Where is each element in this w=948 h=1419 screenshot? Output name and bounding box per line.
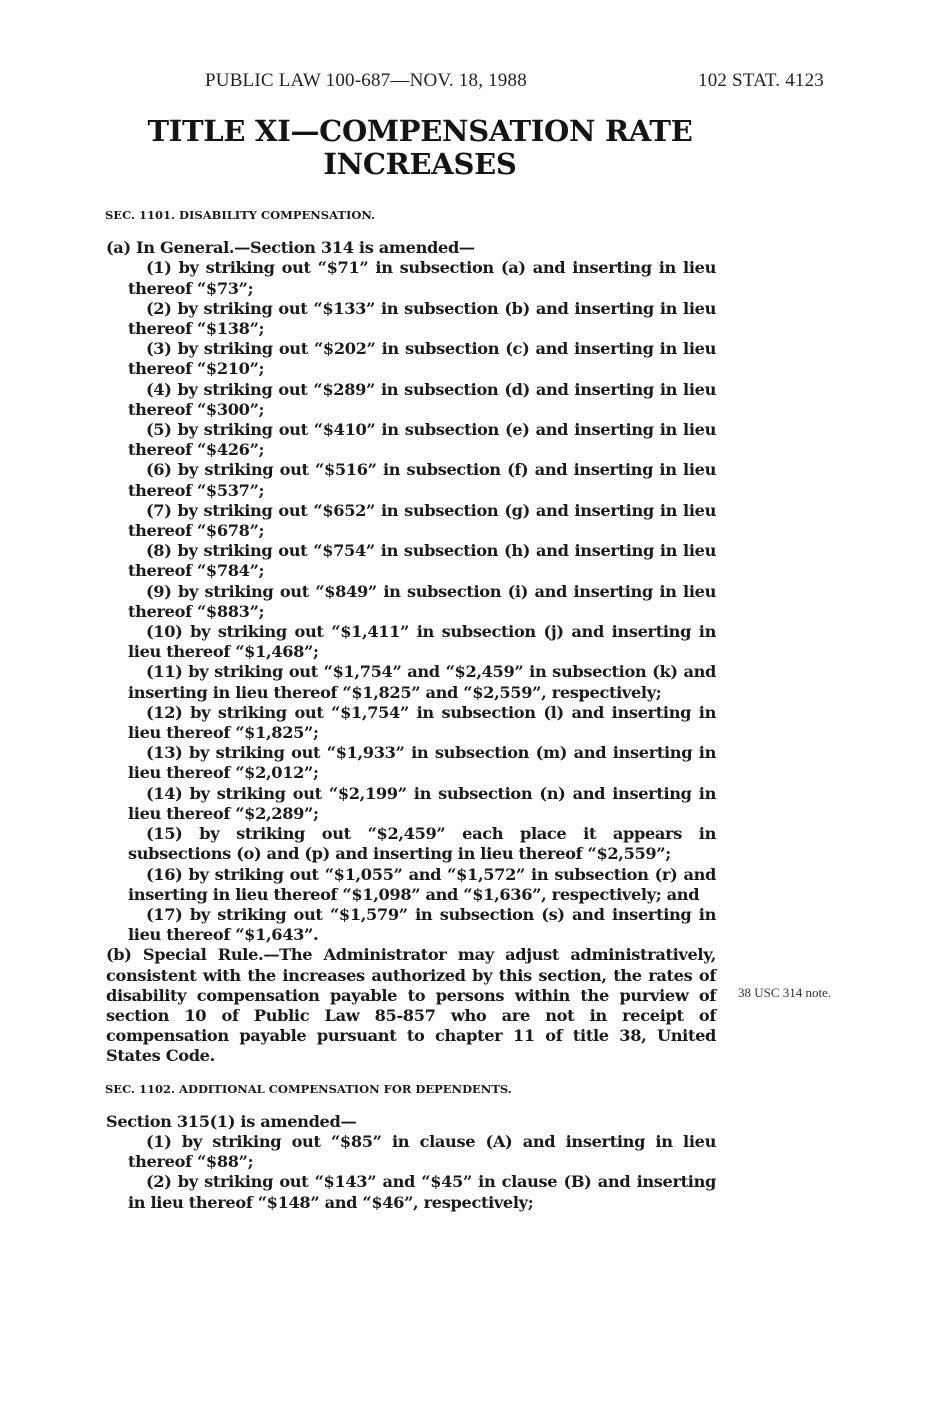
section-1102-items xyxy=(106,1132,716,1213)
header-law-citation: PUBLIC LAW 100-687—NOV. 18, 1988 xyxy=(205,70,527,91)
list-item: (13) by striking out “$1,933” in subsection (m) and inserting in lieu thereof “$2,012”; xyxy=(128,743,716,783)
list-item: (15) by striking out “$2,459” each place it appears in subsections (o) and (p) and inserting in lieu thereof “$2,559”; xyxy=(128,824,716,864)
list-item: (10) by striking out “$1,411” in subsection (j) and inserting in lieu thereof “$1,468”; xyxy=(128,622,716,662)
list-item: (6) by striking out “$516” in subsection (f) and inserting in lieu thereof “$537”; xyxy=(128,460,716,500)
list-item: (2) by striking out “$143” and “$45” in clause (B) and inserting in lieu thereof “$148” and “$46”, respectively; xyxy=(128,1172,716,1212)
list-item: (14) by striking out “$2,199” in subsection (n) and inserting in lieu thereof “$2,289”; xyxy=(128,783,716,823)
list-item: (4) by striking out “$289” in subsection (d) and inserting in lieu thereof “$300”; xyxy=(128,379,716,419)
list-item: (12) by striking out “$1,754” in subsection (l) and inserting in lieu thereof “$1,825”; xyxy=(128,702,716,743)
list-item: (9) by striking out “$849” in subsection (i) and inserting in lieu thereof “$883”; xyxy=(128,581,716,621)
subsection-a-label: (a) In General. xyxy=(106,238,235,258)
list-item: (17) by striking out “$1,579” in subsection (s) and inserting in lieu thereof “$1,643”. xyxy=(128,904,716,945)
list-item: (2) by striking out “$133” in subsection (b) and inserting in lieu thereof “$138”; xyxy=(128,298,716,339)
section-1101-items xyxy=(106,258,716,945)
header-stat-page: 102 STAT. 4123 xyxy=(698,70,825,91)
subsection-b-text: —The Administrator may adjust administratively, consistent with the increases authorized by this section, the rates of disability compensation payable to persons within the purview of section 10 of Public Law 85-857 who are not in receipt of compensation payable pursuant to chapter 11 of title 38, United States Code. xyxy=(106,945,716,1066)
margin-note: 38 USC 314 note. xyxy=(738,985,832,1000)
running-header xyxy=(0,70,948,100)
body-text xyxy=(106,205,716,1213)
subsection-b xyxy=(106,945,716,1066)
section-1101-heading: SEC. 1101. DISABILITY COMPENSATION. xyxy=(105,208,376,222)
title-heading xyxy=(120,115,720,181)
list-item: (8) by striking out “$754” in subsection (h) and inserting in lieu thereof “$784”; xyxy=(128,541,716,581)
title-line-2: INCREASES xyxy=(323,147,517,181)
list-item: (1) by striking out “$85” in clause (A) and inserting in lieu thereof “$88”; xyxy=(128,1131,716,1172)
subsection-b-label: (b) Special Rule. xyxy=(106,945,264,965)
list-item: (7) by striking out “$652” in subsection (g) and inserting in lieu thereof “$678”; xyxy=(128,500,716,541)
title-line-1: TITLE XI—COMPENSATION RATE xyxy=(147,114,693,148)
list-item: (11) by striking out “$1,754” and “$2,459” in subsection (k) and inserting in lieu thereof “$1,825” and “$2,559”, respectively; xyxy=(128,662,716,702)
subsection-a-lead xyxy=(106,238,716,258)
section-1102-heading: SEC. 1102. ADDITIONAL COMPENSATION FOR DEPENDENTS. xyxy=(105,1081,512,1096)
subsection-a-text: —Section 314 is amended— xyxy=(234,238,475,258)
section-1102-lead: Section 315(1) is amended— xyxy=(106,1111,357,1131)
list-item: (3) by striking out “$202” in subsection (c) and inserting in lieu thereof “$210”; xyxy=(128,339,716,379)
list-item: (1) by striking out “$71” in subsection (a) and inserting in lieu thereof “$73”; xyxy=(128,258,716,298)
list-item: (16) by striking out “$1,055” and “$1,572” in subsection (r) and inserting in lieu thereof “$1,098” and “$1,636”, respectively; and xyxy=(128,864,716,904)
list-item: (5) by striking out “$410” in subsection (e) and inserting in lieu thereof “$426”; xyxy=(128,420,716,460)
